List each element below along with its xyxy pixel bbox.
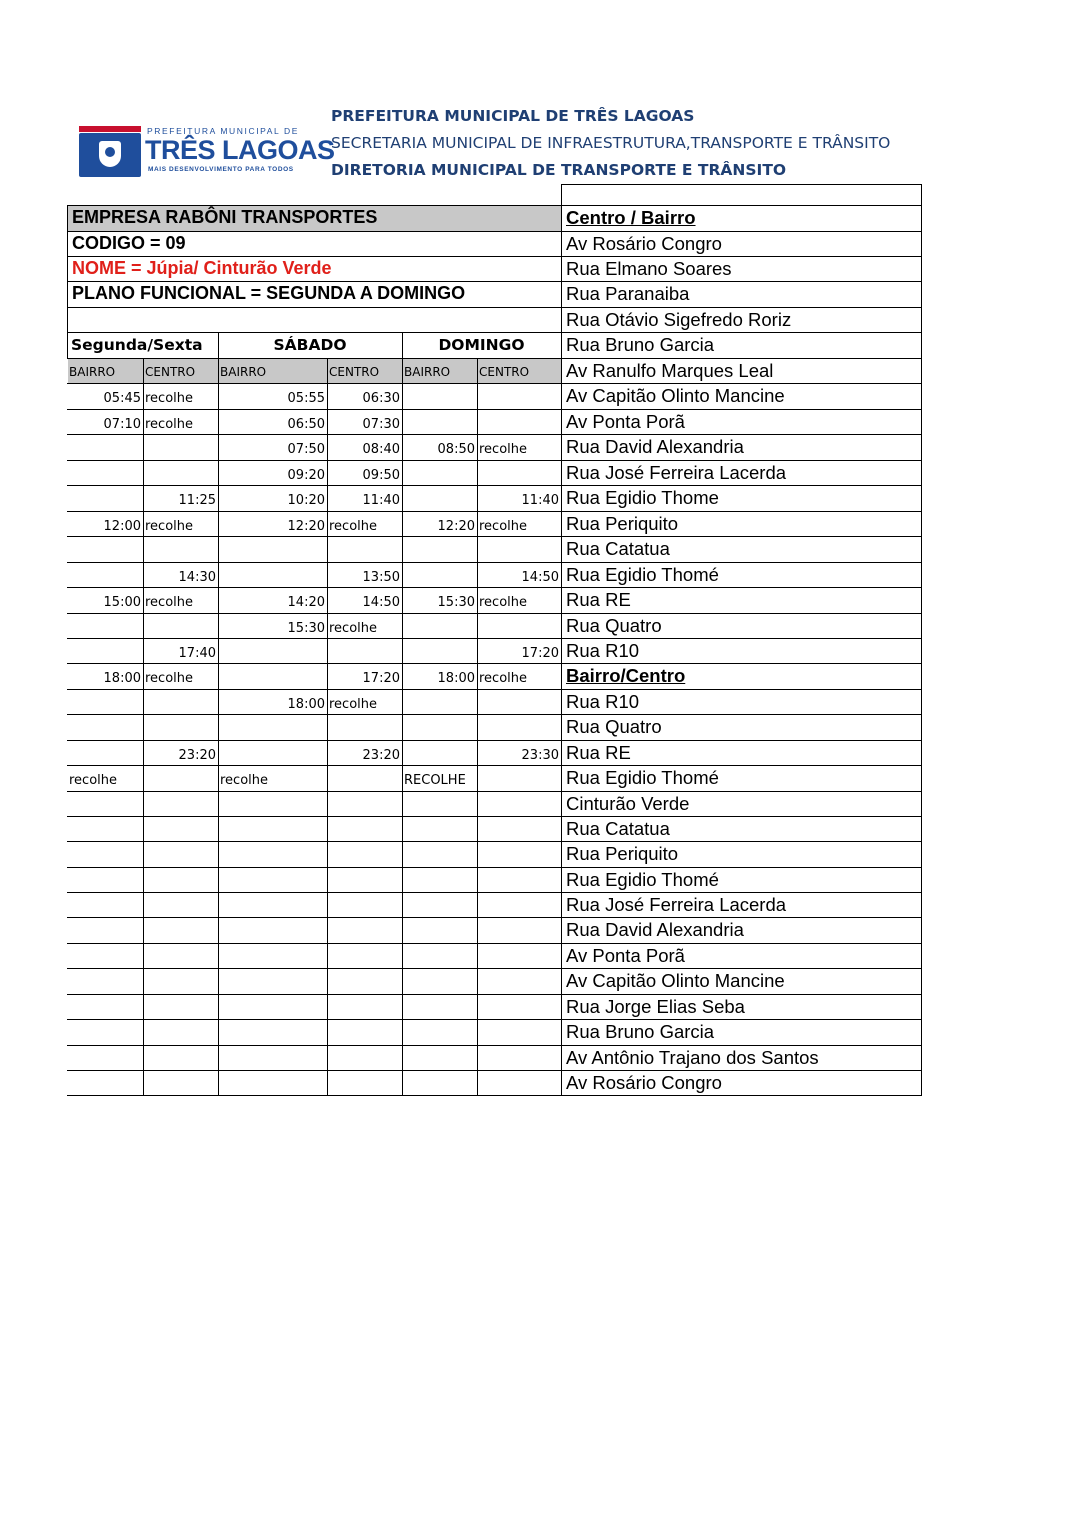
route-street: Av Capitão Olinto Mancine [566,385,785,406]
schedule-cell [327,765,402,791]
schedule-cell: recolhe [479,519,528,534]
schedule-cell: 14:30 [178,570,216,585]
route-street: Av Rosário Congro [566,1072,722,1093]
schedule-cell: 11:25 [178,493,216,508]
schedule-cell [477,383,561,409]
schedule-cell: 15:30 [287,621,325,636]
logo-city: TRÊS LAGOAS [145,135,335,165]
table-rule [67,205,562,206]
table-rule [67,231,562,232]
schedule-cell: 18:00 [287,697,325,712]
schedule-cell: 15:30 [437,595,475,610]
route-street: Av Ponta Porã [566,945,685,966]
schedule-cell: recolhe [145,595,194,610]
table-rule [67,1045,562,1046]
table-rule [67,917,562,918]
route-street: Av Rosário Congro [566,233,722,254]
coat-of-arms-icon [79,133,141,177]
route-street: Rua Elmano Soares [566,258,732,279]
schedule-cell [402,460,477,485]
schedule-cell: recolhe [145,519,194,534]
table-rule [402,358,403,1096]
route-section-heading: Centro / Bairro [566,207,696,228]
schedule-cell: 05:45 [103,391,141,406]
route-street: Rua R10 [566,640,640,661]
schedule-cell: recolhe [329,697,378,712]
schedule-cell [477,714,561,740]
schedule-cell [67,562,143,587]
route-street: Rua RE [566,742,631,763]
schedule-cell: recolhe [479,442,528,457]
schedule-cell [402,409,477,434]
schedule-cell [218,663,327,689]
schedule-cell [477,536,561,562]
route-section-heading: Bairro/Centro [566,665,686,686]
schedule-cell: recolhe [145,671,194,686]
column-subheader: CENTRO [145,365,196,379]
schedule-cell: 14:20 [287,595,325,610]
schedule-cell: recolhe [69,773,118,788]
route-street: Av Ponta Porã [566,411,685,432]
schedule-cell [143,765,218,791]
logo-prefix: PREFEITURA MUNICIPAL DE [147,126,300,136]
schedule-cell: 05:55 [287,391,325,406]
schedule-cell [477,460,561,485]
table-rule [67,943,562,944]
route-street: Rua Periquito [566,513,679,534]
route-street: Rua Periquito [566,843,679,864]
schedule-cell: 14:50 [521,570,559,585]
schedule-cell [67,740,143,765]
table-rule [67,791,562,792]
header-secretaria: SECRETARIA MUNICIPAL DE INFRAESTRUTURA,TRANSPORTE E TRÂNSITO [331,134,891,152]
schedule-cell [67,485,143,511]
schedule-cell [402,383,477,409]
schedule-cell [477,765,561,791]
route-street: Rua José Ferreira Lacerda [566,462,787,483]
schedule-cell [327,536,402,562]
table-rule [477,358,478,1096]
schedule-cell [67,638,143,663]
schedule-cell [402,714,477,740]
table-rule [561,1095,922,1096]
day-header-sunday: DOMINGO [438,336,525,354]
schedule-cell [67,689,143,714]
route-street: Av Ranulfo Marques Leal [566,360,774,381]
schedule-cell: 13:50 [362,570,400,585]
header-prefeitura: PREFEITURA MUNICIPAL DE TRÊS LAGOAS [331,107,695,125]
schedule-cell: 17:20 [362,671,400,686]
table-rule [67,281,562,282]
route-street: Rua Otávio Sigefredo Roriz [566,309,792,330]
schedule-cell: 15:00 [103,595,141,610]
table-rule [67,1095,562,1096]
schedule-cell: 08:50 [437,442,475,457]
schedule-cell: recolhe [145,417,194,432]
schedule-cell: 14:50 [362,595,400,610]
table-rule [218,358,219,1096]
route-street: Rua David Alexandria [566,919,744,940]
schedule-cell [67,714,143,740]
route-code: CODIGO = 09 [72,233,186,253]
schedule-cell: 07:30 [362,417,400,432]
table-rule [67,205,68,359]
schedule-cell [67,536,143,562]
table-rule [67,994,562,995]
logo-stripe [79,126,141,132]
schedule-cell [143,536,218,562]
table-rule [67,816,562,817]
route-street: Rua Catatua [566,818,670,839]
schedule-cell [67,460,143,485]
route-street: Rua Egidio Thomé [566,564,719,585]
route-street: Rua Jorge Elias Seba [566,996,745,1017]
schedule-cell: 06:30 [362,391,400,406]
schedule-cell [477,613,561,638]
table-rule [143,358,144,1096]
route-street: Rua Egidio Thome [566,487,719,508]
day-header-weekdays: Segunda/Sexta [71,336,203,354]
schedule-cell [327,714,402,740]
header-diretoria: DIRETORIA MUNICIPAL DE TRANSPORTE E TRÂNSITO [331,161,787,179]
schedule-cell: recolhe [479,595,528,610]
schedule-cell: 11:40 [521,493,559,508]
company-name: EMPRESA RABÔNI TRANSPORTES [68,205,561,231]
schedule-cell: 07:10 [103,417,141,432]
column-subheader: CENTRO [329,365,380,379]
table-rule [67,256,562,257]
route-street: Rua RE [566,589,631,610]
column-subheader: BAIRRO [69,365,116,379]
schedule-cell: 06:50 [287,417,325,432]
route-street: Cinturão Verde [566,793,690,814]
schedule-cell [143,689,218,714]
table-rule [921,184,922,1096]
schedule-cell: recolhe [329,519,378,534]
schedule-cell [402,638,477,663]
route-street: Rua José Ferreira Lacerda [566,894,787,915]
route-street: Rua R10 [566,691,640,712]
schedule-cell: 09:50 [362,468,400,483]
schedule-cell [402,740,477,765]
route-street: Rua Quatro [566,615,662,636]
table-rule [67,1070,562,1071]
route-street: Rua Quatro [566,716,662,737]
schedule-cell [218,562,327,587]
schedule-cell: recolhe [145,391,194,406]
schedule-cell: 17:20 [521,646,559,661]
schedule-cell [218,536,327,562]
municipal-logo [79,126,335,178]
route-street: Rua Bruno Garcia [566,334,715,355]
schedule-cell: 10:20 [287,493,325,508]
schedule-cell [477,409,561,434]
table-rule [67,307,562,308]
column-subheader: BAIRRO [220,365,267,379]
schedule-cell: 12:00 [103,519,141,534]
schedule-cell [143,460,218,485]
schedule-cell: 17:40 [178,646,216,661]
schedule-cell [402,689,477,714]
schedule-cell: 12:20 [437,519,475,534]
table-rule [67,841,562,842]
schedule-cell [477,689,561,714]
route-street: Rua David Alexandria [566,436,744,457]
schedule-cell: 23:20 [362,748,400,763]
schedule-cell: 12:20 [287,519,325,534]
operating-plan: PLANO FUNCIONAL = SEGUNDA A DOMINGO [72,283,466,303]
route-street: Rua Paranaiba [566,283,690,304]
route-street: Av Capitão Olinto Mancine [566,970,785,991]
schedule-cell [402,485,477,511]
table-rule [67,867,562,868]
column-subheader: CENTRO [479,365,530,379]
schedule-cell: 07:50 [287,442,325,457]
schedule-cell [218,740,327,765]
schedule-cell: recolhe [220,773,269,788]
schedule-cell: 23:20 [178,748,216,763]
route-street: Rua Egidio Thomé [566,869,719,890]
schedule-cell: recolhe [329,621,378,636]
route-street: Av Antônio Trajano dos Santos [566,1047,819,1068]
schedule-cell: 18:00 [103,671,141,686]
table-rule [218,332,219,359]
table-rule [402,332,403,359]
schedule-cell [67,613,143,638]
schedule-cell [67,434,143,460]
table-rule [67,1019,562,1020]
schedule-cell: 09:20 [287,468,325,483]
schedule-cell [143,613,218,638]
table-rule [561,184,922,185]
schedule-cell [143,434,218,460]
schedule-cell: RECOLHE [404,773,466,788]
column-subheader: BAIRRO [404,365,451,379]
schedule-cell [402,562,477,587]
schedule-cell: recolhe [479,671,528,686]
schedule-cell: 18:00 [437,671,475,686]
route-street: Rua Bruno Garcia [566,1021,715,1042]
route-name: NOME = Júpia/ Cinturão Verde [72,258,332,278]
table-rule [327,358,328,1096]
schedule-cell [218,714,327,740]
schedule-cell: 08:40 [362,442,400,457]
route-street: Rua Egidio Thomé [566,767,719,788]
schedule-cell [218,638,327,663]
schedule-cell [327,638,402,663]
table-rule [67,892,562,893]
schedule-cell [402,536,477,562]
schedule-cell: 23:30 [521,748,559,763]
schedule-cell [143,714,218,740]
table-rule [67,968,562,969]
day-header-saturday: SÁBADO [273,336,347,354]
schedule-cell: 11:40 [362,493,400,508]
schedule-cell [402,613,477,638]
route-street: Rua Catatua [566,538,670,559]
logo-slogan: MAIS DESENVOLVIMENTO PARA TODOS [148,166,294,173]
